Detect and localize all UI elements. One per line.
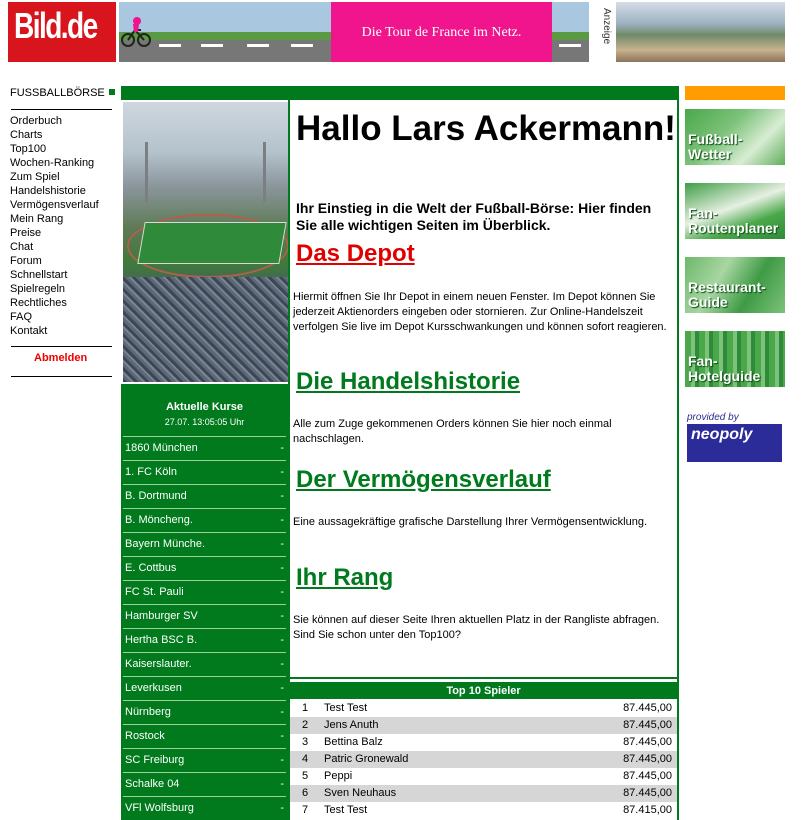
fan-routenplaner-tile[interactable]: [685, 183, 785, 239]
player-cell: Peppi: [324, 770, 353, 782]
team-name: SC Freiburg: [125, 754, 185, 766]
team-price: -: [280, 466, 284, 478]
nav-item-rechtliches[interactable]: Rechtliches: [10, 297, 67, 309]
divider: [11, 109, 112, 110]
kurse-row[interactable]: [123, 436, 286, 459]
vermoegensverlauf-link[interactable]: Der Vermögensverlauf: [296, 466, 551, 493]
kurse-row[interactable]: [123, 748, 286, 771]
kurse-row[interactable]: [123, 676, 286, 699]
tile-label: Fußball-Wetter: [688, 131, 743, 162]
points-cell: 87.445,00: [623, 770, 672, 782]
team-price: -: [280, 490, 284, 502]
kurse-row[interactable]: [123, 796, 286, 819]
stadium-ad-image[interactable]: [616, 2, 785, 62]
kurse-row[interactable]: [123, 508, 286, 531]
nav-item-mein-rang[interactable]: Mein Rang: [10, 213, 64, 225]
vermoegensverlauf-text: Eine aussagekräftige grafische Darstellung Ihrer Vermögensentwicklung.: [293, 516, 648, 528]
team-price: -: [280, 730, 284, 742]
top10-row: [290, 717, 677, 734]
nav-item-zum-spiel[interactable]: Zum Spiel: [10, 171, 60, 183]
handelshistorie-text: Alle zum Zuge gekommenen Orders können Sie hier noch einmal nachschlagen.: [293, 418, 612, 445]
tile-label: Fan-Hotelguide: [688, 353, 761, 384]
team-price: -: [280, 562, 284, 574]
team-price: -: [280, 634, 284, 646]
nav-item-vermoegensverlauf[interactable]: Vermögensverlauf: [10, 199, 99, 211]
rank-cell: 4: [302, 753, 309, 765]
team-price: -: [280, 610, 284, 622]
team-name: E. Cottbus: [125, 562, 177, 574]
team-name: FC St. Pauli: [125, 586, 184, 598]
kurse-title: Aktuelle Kurse: [165, 401, 244, 413]
fan-hotelguide-tile[interactable]: [685, 331, 785, 387]
kurse-row[interactable]: [123, 652, 286, 675]
divider: [11, 376, 112, 377]
nav-item-orderbuch[interactable]: Orderbuch: [10, 115, 62, 127]
points-cell: 87.445,00: [623, 702, 672, 714]
player-cell: Test Test: [324, 702, 368, 714]
kurse-row[interactable]: [123, 532, 286, 555]
rang-link[interactable]: Ihr Rang: [296, 564, 394, 591]
nav-item-forum[interactable]: Forum: [10, 255, 42, 267]
kurse-timestamp: 27.07. 13:05:05 Uhr: [164, 417, 245, 427]
team-price: -: [280, 706, 284, 718]
player-cell: Test Test: [324, 804, 368, 816]
points-cell: 87.445,00: [623, 753, 672, 765]
tour-de-france-banner[interactable]: [119, 2, 589, 62]
team-name: Nürnberg: [125, 706, 171, 718]
cyclist-icon: [121, 14, 151, 48]
team-name: B. Dortmund: [125, 490, 187, 502]
kurse-row[interactable]: [123, 700, 286, 723]
team-name: Bayern Münche.: [125, 538, 206, 550]
top10-row: [290, 802, 677, 819]
divider: [11, 346, 112, 347]
team-name: Schalke 04: [125, 778, 180, 790]
top10-title: Top 10 Spieler: [290, 682, 677, 699]
top10-row: [290, 785, 677, 802]
kurse-row[interactable]: [123, 580, 286, 603]
team-price: -: [280, 442, 284, 454]
player-cell: Bettina Balz: [324, 736, 383, 748]
nav-item-schnellstart[interactable]: Schnellstart: [10, 269, 68, 281]
rank-cell: 1: [302, 702, 309, 714]
top10-row: [290, 700, 677, 717]
content-top-bar: [121, 86, 679, 100]
rank-cell: 5: [302, 770, 309, 782]
neopoly-logo[interactable]: [687, 412, 782, 464]
provider-name: neopoly: [691, 426, 753, 443]
team-price: -: [280, 538, 284, 550]
top10-row: [290, 768, 677, 785]
nav-item-faq[interactable]: FAQ: [10, 311, 33, 323]
nav-item-preise[interactable]: Preise: [10, 227, 42, 239]
team-name: 1860 München: [125, 442, 198, 454]
tile-label: Restaurant-Guide: [688, 279, 766, 310]
right-top-bar: [685, 86, 785, 100]
nav-item-spielregeln[interactable]: Spielregeln: [10, 283, 66, 295]
team-name: 1. FC Köln: [125, 466, 177, 478]
kurse-row[interactable]: [123, 484, 286, 507]
nav-title: FUSSBALLBÖRSE: [10, 87, 115, 99]
team-price: -: [280, 682, 284, 694]
handelshistorie-link[interactable]: Die Handelshistorie: [296, 368, 521, 395]
points-cell: 87.415,00: [623, 804, 672, 816]
player-cell: Sven Neuhaus: [324, 787, 397, 799]
top10-row: [290, 734, 677, 751]
player-cell: Jens Anuth: [324, 719, 379, 731]
divider: [290, 677, 677, 679]
rang-text: Sie können auf dieser Seite Ihren aktuellen Platz in der Rangliste abfragen. Sind Sie schon unter den Top100?: [293, 614, 660, 641]
kurse-row[interactable]: [123, 628, 286, 651]
intro-text: Ihr Einstieg in die Welt der Fußball-Börse: Hier finden Sie alle wichtigen Seiten im Überblick.: [296, 200, 652, 233]
team-price: -: [280, 778, 284, 790]
tile-label: Fan-Routenplaner: [688, 205, 779, 236]
stadium-photo: [123, 102, 288, 382]
banner-text: Die Tour de France im Netz.: [331, 2, 552, 62]
main-nav: [10, 114, 99, 338]
points-cell: 87.445,00: [623, 719, 672, 731]
bild-logo[interactable]: [8, 2, 116, 62]
ad-label: Anzeige: [601, 8, 612, 45]
greeting-heading: Hallo Lars Ackermann!: [296, 109, 676, 148]
player-cell: Patric Gronewald: [324, 753, 409, 765]
nav-item-kontakt[interactable]: Kontakt: [10, 325, 48, 337]
team-name: Rostock: [125, 730, 165, 742]
team-name: VFl Wolfsburg: [125, 802, 194, 814]
provided-by-label: provided by: [687, 412, 739, 423]
team-price: -: [280, 658, 284, 670]
nav-item-chat[interactable]: Chat: [10, 241, 34, 253]
kurse-row[interactable]: [123, 556, 286, 579]
top10-row: [290, 751, 677, 768]
kurse-row[interactable]: [123, 724, 286, 747]
team-name: Kaiserslauter.: [125, 658, 192, 670]
nav-item-handelshistorie[interactable]: Handelshistorie: [10, 185, 86, 197]
rank-cell: 2: [302, 719, 309, 731]
restaurant-guide-tile[interactable]: [685, 257, 785, 313]
team-name: Leverkusen: [125, 682, 182, 694]
kurse-row[interactable]: [123, 460, 286, 483]
team-name: Hamburger SV: [125, 610, 198, 622]
kurse-row[interactable]: [123, 772, 286, 795]
rank-cell: 3: [302, 736, 309, 748]
logo-text: Bild.de: [14, 5, 97, 46]
points-cell: 87.445,00: [623, 787, 672, 799]
nav-item-top100[interactable]: Top100: [10, 143, 47, 155]
nav-item-charts[interactable]: Charts: [10, 129, 43, 141]
team-price: -: [280, 514, 284, 526]
kurse-row[interactable]: [123, 604, 286, 627]
fussball-wetter-tile[interactable]: [685, 109, 785, 165]
team-price: -: [280, 802, 284, 814]
points-cell: 87.445,00: [623, 736, 672, 748]
depot-link[interactable]: Das Depot: [296, 240, 415, 267]
team-name: Hertha BSC B.: [125, 634, 198, 646]
nav-item-wochen-ranking[interactable]: Wochen-Ranking: [10, 157, 95, 169]
rank-cell: 7: [302, 804, 309, 816]
depot-text: Hiermit öffnen Sie Ihr Depot in einem neuen Fenster. Im Depot können Sie jederzeit Aktienorders eingeben oder stornieren. Zur Online-Handelszeit verfolgen Sie live im Depot Kursschwankungen und können sofort reagieren.: [293, 291, 667, 333]
team-price: -: [280, 586, 284, 598]
logout-link[interactable]: Abmelden: [34, 352, 88, 364]
content-border: [677, 86, 679, 820]
team-name: B. Möncheng.: [125, 514, 193, 526]
team-price: -: [280, 754, 284, 766]
rank-cell: 6: [302, 787, 309, 799]
